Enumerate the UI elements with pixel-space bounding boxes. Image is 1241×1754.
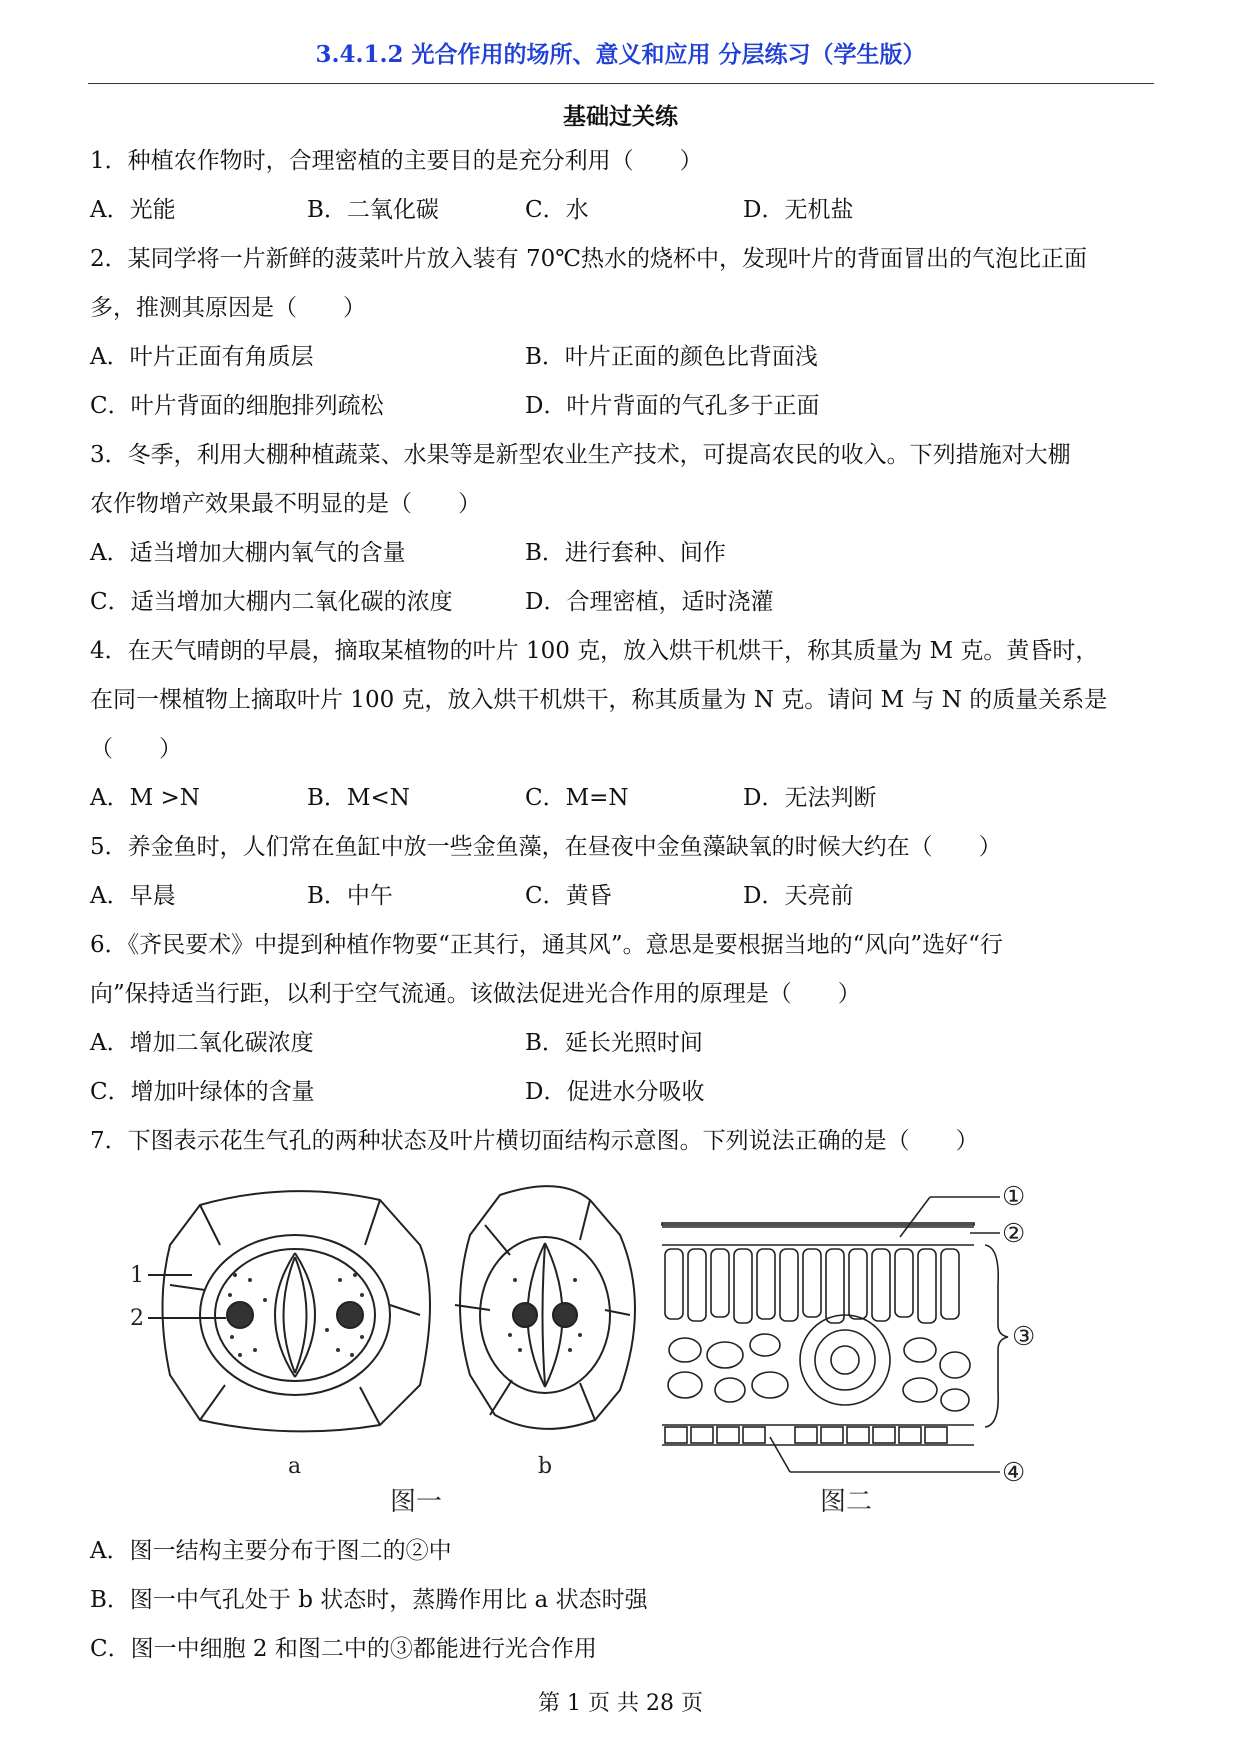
q6-option-a: A．增加二氧化碳浓度 [90, 1030, 314, 1056]
stomata-leaf-figure [130, 1175, 1080, 1517]
q2-option-b: B．叶片正面的颜色比背面浅 [525, 344, 818, 370]
q1-stem: 1．种植农作物时，合理密植的主要目的是充分利用（ ） [90, 148, 703, 174]
fig1-label-1: 1 [130, 1263, 144, 1288]
fig1-caption: 图一 [390, 1487, 443, 1517]
q4-option-d: D．无法判断 [743, 785, 877, 811]
q3-option-d: D．合理密植，适时浇灌 [525, 589, 774, 615]
q7-option-c: C．图一中细胞 2 和图二中的③都能进行光合作用 [90, 1636, 597, 1662]
q4-stem-line3: （ ） [90, 736, 182, 762]
page-header: 3.4.1.2 光合作用的场所、意义和应用 分层练习（学生版） [315, 41, 926, 68]
fig2-caption: 图二 [820, 1487, 873, 1517]
q3-option-c: C．适当增加大棚内二氧化碳的浓度 [90, 589, 453, 615]
q2-option-d: D．叶片背面的气孔多于正面 [525, 393, 820, 419]
q5-option-a: A．早晨 [90, 883, 176, 909]
q1-option-d: D．无机盐 [743, 197, 854, 223]
stomata-open-a [148, 1191, 430, 1431]
page-footer: 第 1 页 共 28 页 [538, 1691, 703, 1716]
q5-option-d: D．天亮前 [743, 883, 854, 909]
q4-option-a: A．M >N [90, 785, 200, 811]
section-title: 基础过关练 [563, 103, 678, 130]
q1-option-c: C．水 [525, 197, 589, 223]
q6-stem-line2: 向”保持适当行距，以利于空气流通。该做法促进光合作用的原理是（ ） [90, 981, 861, 1007]
q3-option-b: B．进行套种、间作 [525, 540, 726, 566]
fig1-sublabel-b: b [538, 1454, 553, 1479]
q5-option-c: C．黄昏 [525, 883, 612, 909]
q2-option-a: A．叶片正面有角质层 [90, 344, 314, 370]
q4-stem-line2: 在同一棵植物上摘取叶片 100 克，放入烘干机烘干，称其质量为 N 克。请问 M 与 N 的质量关系是 [90, 687, 1108, 713]
fig1-sublabel-a: a [288, 1454, 302, 1479]
q3-option-a: A．适当增加大棚内氧气的含量 [90, 540, 406, 566]
q6-stem-line1: 6．《齐民要术》中提到种植作物要“正其行，通其风”。意思是要根据当地的“风向”选好“行 [90, 932, 1003, 958]
q4-option-b: B．M<N [307, 785, 410, 811]
fig2-circle-3: ③ [1012, 1322, 1036, 1352]
q2-stem-line1: 2．某同学将一片新鲜的菠菜叶片放入装有 70℃热水的烧杯中，发现叶片的背面冒出的气泡比正面 [90, 246, 1087, 272]
q6-option-d: D．促进水分吸收 [525, 1079, 705, 1105]
q6-option-c: C．增加叶绿体的含量 [90, 1079, 315, 1105]
q5-stem: 5．养金鱼时，人们常在鱼缸中放一些金鱼藻，在昼夜中金鱼藻缺氧的时候大约在（ ） [90, 834, 1002, 860]
q3-stem-line2: 农作物增产效果最不明显的是（ ） [90, 491, 481, 517]
q2-stem-line2: 多，推测其原因是（ ） [90, 295, 366, 321]
q1-option-a: A．光能 [90, 197, 176, 223]
q7-option-a: A．图一结构主要分布于图二的②中 [90, 1538, 452, 1564]
q7-stem: 7．下图表示花生气孔的两种状态及叶片横切面结构示意图。下列说法正确的是（ ） [90, 1128, 979, 1154]
q5-option-b: B．中午 [307, 883, 393, 909]
fig1-label-2: 2 [130, 1306, 144, 1331]
q4-option-c: C．M=N [525, 785, 629, 811]
fig2-circle-2: ② [1002, 1219, 1026, 1249]
q2-option-c: C．叶片背面的细胞排列疏松 [90, 393, 384, 419]
stomata-closed-b [455, 1186, 635, 1429]
q1-option-b: B．二氧化碳 [307, 197, 439, 223]
fig2-circle-1: ① [1002, 1182, 1026, 1212]
leaf-cross-section [662, 1197, 1008, 1472]
q4-stem-line1: 4．在天气晴朗的早晨，摘取某植物的叶片 100 克，放入烘干机烘干，称其质量为 M 克。黄昏时， [90, 638, 1099, 664]
q7-option-b: B．图一中气孔处于 b 状态时，蒸腾作用比 a 状态时强 [90, 1587, 648, 1613]
fig2-circle-4: ④ [1002, 1458, 1026, 1488]
q3-stem-line1: 3．冬季，利用大棚种植蔬菜、水果等是新型农业生产技术，可提高农民的收入。下列措施对大棚 [90, 442, 1071, 468]
header-rule [88, 83, 1154, 84]
q6-option-b: B．延长光照时间 [525, 1030, 703, 1056]
